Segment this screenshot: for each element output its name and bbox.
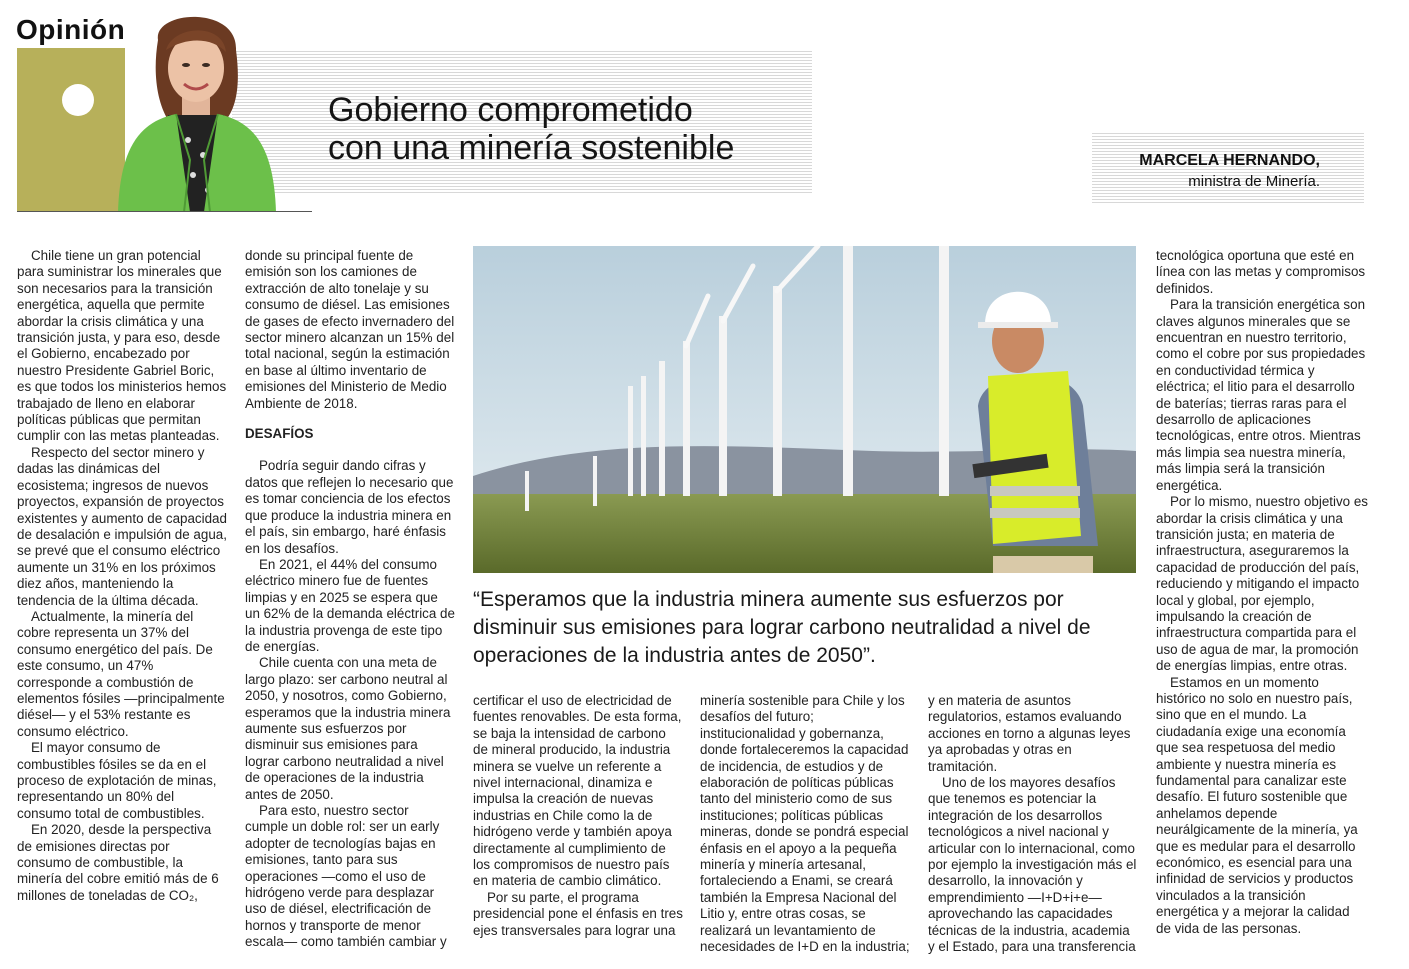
title-line-1: Gobierno comprometido — [328, 91, 693, 129]
paragraph: En 2020, desde la perspectiva de emisiones directas por consumo de combustible, la minería del cobre emitió más de 6 millones de toneladas de CO₂, — [17, 822, 219, 903]
paragraph: Por su parte, el programa presidencial pone el énfasis en tres ejes transversales para lograr una — [473, 889, 683, 938]
wind-farm-photo — [473, 246, 1136, 573]
title-line-2: con una minería sostenible — [328, 129, 735, 167]
text-column-4 — [700, 693, 910, 956]
text-column-1 — [17, 248, 227, 904]
header-rule — [17, 211, 312, 212]
author-portrait — [98, 10, 293, 212]
paragraph: En 2021, el 44% del consumo eléctrico minero fue de fuentes limpias y en 2025 se espera que un 62% de la demanda eléctrica de la industria provenga de este tipo de energías. — [245, 556, 455, 654]
paragraph: donde su principal fuente de emisión son los camiones de extracción de alto tonelaje y su consumo de diésel. Las emisiones de gases de efecto invernadero del sector minero alcanzan un 15% del total nacional, según la estimación en base al último inventario de emisiones del Ministerio de Medio Ambiente de 2018. — [245, 248, 455, 411]
white-dot — [62, 84, 94, 116]
paragraph: Chile tiene un gran potencial para suministrar los minerales que son necesarios para la transición energética, aquella que permite abordar la crisis climática y una transición justa, y para eso, desde el Gobierno, encabezado por nuestro Presidente Gabriel Boric, es que todos los ministerios hemos trabajado de lleno en elaborar políticas públicas que permitan cumplir con las metas planteadas. — [17, 248, 227, 444]
section-label: Opinión — [16, 14, 126, 45]
text-column-6 — [1156, 248, 1368, 937]
paragraph: minería sostenible para Chile y los desafíos del futuro; institucionalidad y gobernanza, donde fortaleceremos la capacidad de incidencia, de estudios y de elaboración de políticas públicas tanto del ministerio como de sus instituciones; políticas públicas mineras, donde se pondrá especial énfasis en el apoyo a la pequeña minería y minería artesanal, fortaleciendo a Enami, se creará también la Empresa Nacional del Litio y, entre otras cosas, se realizará un levantamiento de necesidades de I+D en la industria; — [700, 693, 910, 955]
paragraph: Respecto del sector minero y dadas las dinámicas del ecosistema; ingresos de nuevos proyectos, expansión de proyectos existentes y aumento de capacidad de desalación e impulsión de agua, se prevé que el consumo eléctrico aumente un 31% en los próximos diez años, manteniendo la tendencia de la última década. — [17, 444, 227, 608]
text-column-3 — [473, 693, 683, 939]
author-role: ministra de Minería. — [1188, 173, 1320, 190]
subheading-desafios: DESAFÍOS — [245, 426, 314, 442]
article-title — [328, 91, 798, 167]
paragraph: Por lo mismo, nuestro objetivo es abordar la crisis climática y una transición justa; en materia de infraestructura, aseguraremos la capacidad de producción del país, reduciendo y mitigando el impacto local y global, por ejemplo, impulsando la creación de infraestructura compartida para el uso de agua de mar, la promoción de energías limpias, entre otras. — [1156, 494, 1368, 674]
author-name: MARCELA HERNANDO, — [1139, 152, 1320, 169]
paragraph: tecnológica oportuna que esté en línea con las metas y compromisos definidos. — [1156, 248, 1366, 296]
paragraph: Para la transición energética son claves algunos minerales que se encuentran en nuestro territorio, como el cobre por sus propiedades en conductividad térmica y eléctrica; el litio para el desarrollo de baterías; tierras raras para el desarrollo de aplicaciones tecnológicas, entre otros. Mientras más limpia sea nuestra minería, más limpia será la transición energética. — [1156, 297, 1366, 493]
paragraph: Podría seguir dando cifras y datos que reflejen lo necesario que es tomar conciencia de los efectos que produce la industria minera en el país, sin embargo, haré énfasis en los desafíos. — [245, 458, 454, 556]
paragraph: Para esto, nuestro sector cumple un doble rol: ser un early adopter de tecnologías bajas en emisiones, tanto para sus operaciones —como el uso de hidrógeno verde para desplazar uso de diésel, electrificación de hornos y transporte de menor escala— como también cambiar y — [245, 803, 447, 950]
text-column-5 — [928, 693, 1138, 956]
paragraph: Uno de los mayores desafíos que tenemos es potenciar la integración de los desarrollos tecnológicos a nivel nacional y articular con lo internacional, como por ejemplo la investigación más el desarrollo, la innovación y emprendimiento —I+D+i+e— aprovechando las capacidades técnicas de la industria, academia y el Estado, para una transferencia — [928, 775, 1137, 955]
paragraph: y en materia de asuntos regulatorios, estamos evaluando acciones en torno a algunas leyes ya aprobadas y otras en tramitación. — [928, 693, 1131, 774]
paragraph: certificar el uso de electricidad de fuentes renovables. De esta forma, se baja la intensidad de carbono de mineral producido, la industria minera se vuelve un referente a nivel internacional, dinamiza e impulsa la creación de nuevas industrias en Chile como la de hidrógeno verde y también apoya directamente al cumplimiento de los compromisos de nuestro país en materia de cambio climático. — [473, 693, 682, 889]
paragraph: Chile cuenta con una meta de largo plazo: ser carbono neutral al 2050, y nosotros, como Gobierno, esperamos que la industria minera aumente sus esfuerzos por disminuir sus emisiones para lograr carbono neutralidad a nivel de operaciones de la industria antes de 2050. — [245, 655, 451, 802]
pull-quote: “Esperamos que la industria minera aumente sus esfuerzos por disminuir sus emisiones para lograr carbono neutralidad a nivel de operaciones de la industria antes de 2050”. — [473, 588, 1091, 667]
paragraph: Estamos en un momento histórico no solo en nuestro país, sino que en el mundo. La ciudadanía exige una economía que sea respetuosa del medio ambiente y nuestra minería es fundamental para canalizar este desafío. El futuro sostenible que anhelamos depende neurálgicamente de la minería, ya que es medular para el desarrollo económico, es esencial para una infinidad de servicios y productos vinculados a la transición energética y a mejorar la calidad de vida de las personas. — [1156, 674, 1358, 936]
paragraph: Actualmente, la minería del cobre representa un 37% del consumo energético del país. De este consumo, un 47% corresponde a combustión de elementos fósiles —principalmente diésel— y el 53% restante es consumo eléctrico. — [17, 608, 225, 739]
paragraph: El mayor consumo de combustibles fósiles se da en el proceso de explotación de minas, representando un 80% del consumo total de combustibles. — [17, 740, 217, 821]
text-column-2 — [245, 248, 455, 951]
